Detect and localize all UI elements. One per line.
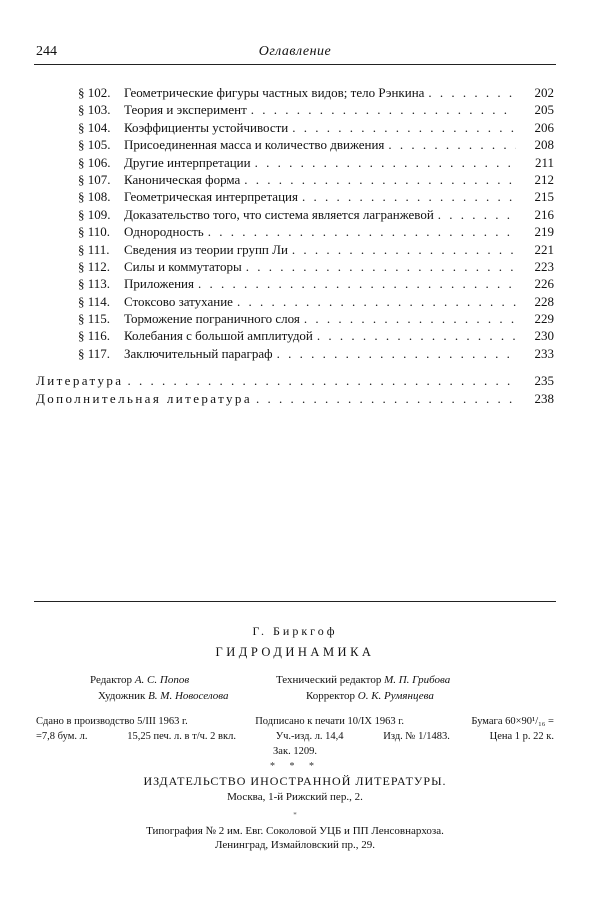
- printed-sheets: 15,25 печ. л. в т/ч. 2 вкл.: [127, 731, 236, 742]
- colophon: [36, 624, 554, 851]
- toc-page-number: 221: [534, 241, 554, 257]
- toc-entry-title: Другие интерпретации: [124, 154, 251, 170]
- toc-entry-title: Силы и коммутаторы: [124, 258, 242, 274]
- toc-section-number: § 111.: [78, 241, 110, 257]
- toc-entry-title: Геометрические фигуры частных видов; тело Рэнкина: [124, 85, 425, 100]
- editor-credit: [90, 674, 189, 686]
- page-number: 244: [36, 44, 57, 59]
- header-rule: [34, 64, 556, 65]
- leader-dots: [384, 136, 516, 153]
- toc-entry[interactable]: [36, 119, 554, 136]
- toc-page-number: 219: [534, 224, 554, 240]
- toc-spacer: [36, 362, 554, 372]
- toc-page-number: 202: [534, 85, 554, 100]
- toc-entry[interactable]: [36, 136, 554, 153]
- leader-dots: [240, 171, 516, 188]
- leader-dots: [434, 206, 516, 223]
- paper-sheets: =7,8 бум. л.: [36, 731, 88, 742]
- toc-page-number: 206: [534, 119, 554, 135]
- editors-block: [36, 674, 554, 706]
- toc-section-number: § 107.: [78, 171, 111, 187]
- running-title: Оглавление: [258, 44, 332, 59]
- toc-entry[interactable]: [36, 310, 554, 327]
- toc-entry[interactable]: [36, 206, 554, 223]
- leader-dots: [313, 327, 516, 344]
- tech-editor-name: М. П. Грибова: [384, 674, 451, 686]
- separator-stars: * * *: [270, 761, 320, 772]
- leader-dots: [242, 258, 516, 275]
- toc-page-number: 212: [534, 171, 554, 187]
- toc-entry[interactable]: [36, 223, 554, 240]
- toc-entry-literature[interactable]: [36, 372, 554, 389]
- toc-entry-additional-literature[interactable]: [36, 390, 554, 407]
- edition-number: Изд. № 1/1483.: [383, 731, 450, 742]
- toc-entry-title: Однородность: [124, 224, 204, 240]
- editor-label: Редактор: [90, 674, 133, 686]
- author-name: Г. Биркгоф: [252, 624, 338, 638]
- toc-entry[interactable]: [36, 171, 554, 188]
- toc-section-number: § 113.: [78, 276, 111, 292]
- toc-entry[interactable]: [36, 258, 554, 275]
- toc-section-number: § 106.: [78, 154, 111, 170]
- toc-entry-title: Сведения из теории групп Ли: [124, 241, 288, 257]
- toc-entry-title: Приложения: [124, 276, 194, 292]
- toc-page-number: 205: [534, 102, 554, 118]
- toc-entry[interactable]: [36, 84, 554, 101]
- leader-dots: [273, 345, 516, 362]
- toc-entry[interactable]: [36, 188, 554, 205]
- toc-page-number: 230: [534, 328, 554, 344]
- toc-entry-title: Заключительный параграф: [124, 345, 273, 361]
- leader-dots: [424, 84, 516, 101]
- toc-entry-title: Геометрическая интерпретация: [124, 189, 298, 205]
- publisher-sheets: Уч.-изд. л. 14,4: [275, 731, 344, 742]
- tech-editor-label: Технический редактор: [276, 674, 382, 686]
- leader-dots: [298, 188, 516, 205]
- toc-page-number: 226: [534, 276, 554, 292]
- toc-section-number: § 114.: [78, 293, 111, 309]
- colophon-rule: [34, 601, 556, 602]
- leader-dots: [288, 119, 516, 136]
- leader-dots: [288, 241, 516, 258]
- leader-dots: [233, 293, 516, 310]
- toc-section-number: § 116.: [78, 328, 111, 344]
- toc-entry-title: Дополнительная литература: [36, 390, 252, 406]
- corrector-name: О. К. Румянцева: [357, 690, 434, 702]
- corrector-label: Корректор: [306, 690, 356, 702]
- artist-label: Художник: [98, 690, 146, 702]
- order-number: Зак. 1209.: [273, 746, 317, 757]
- toc-entry-title: Каноническая форма: [124, 171, 241, 187]
- toc-entry-title: Коэффициенты устойчивости: [124, 119, 289, 135]
- toc-entry-title: Стоксово затухание: [124, 293, 233, 309]
- toc-entry[interactable]: [36, 327, 554, 344]
- price: Цена 1 р. 22 к.: [489, 731, 554, 742]
- toc-page-number: 215: [534, 189, 554, 205]
- book-title: ГИДРОДИНАМИКА: [215, 645, 375, 659]
- toc-page-number: 233: [534, 345, 554, 361]
- printer-address: Ленинград, Измайловский пр., 29.: [215, 839, 375, 851]
- leader-dots: [300, 310, 516, 327]
- toc-entry-title: Присоединенная масса и количество движения: [124, 137, 385, 153]
- printer-info: Типография № 2 им. Евг. Соколовой УЦБ и ПП Ленсовнархоза.: [146, 825, 444, 837]
- toc-page-number: 229: [534, 311, 554, 327]
- toc-entry[interactable]: [36, 241, 554, 258]
- toc-page-number: 223: [534, 258, 554, 274]
- toc-entry-title: Колебания с большой амплитудой: [124, 328, 313, 344]
- publication-info: [36, 714, 554, 759]
- toc-page-number: 208: [534, 137, 554, 153]
- corrector-credit: [306, 690, 434, 702]
- toc-section-number: § 115.: [78, 311, 111, 327]
- leader-dots: [194, 275, 516, 292]
- toc-entry[interactable]: [36, 275, 554, 292]
- toc-entry[interactable]: [36, 345, 554, 362]
- publisher-name: ИЗДАТЕЛЬСТВО ИНОСТРАННОЙ ЛИТЕРАТУРЫ.: [143, 774, 447, 788]
- table-of-contents: [36, 84, 554, 407]
- toc-page-number: 228: [534, 293, 554, 309]
- toc-entry-title: Торможение пограничного слоя: [124, 311, 300, 327]
- toc-section-number: § 112.: [78, 258, 111, 274]
- leader-dots: [123, 372, 516, 389]
- toc-section-number: § 103.: [78, 102, 111, 118]
- toc-entry[interactable]: [36, 293, 554, 310]
- publisher-address: Москва, 1-й Рижский пер., 2.: [227, 791, 363, 803]
- toc-section-number: § 117.: [78, 345, 111, 361]
- toc-page-number: 216: [534, 206, 554, 222]
- toc-section-number: § 102.: [78, 85, 111, 100]
- toc-page-number: 235: [534, 373, 554, 389]
- editor-name: А. С. Попов: [134, 674, 190, 686]
- artist-name: В. М. Новоселова: [148, 690, 229, 702]
- artist-credit: [98, 690, 229, 702]
- toc-entry[interactable]: [36, 154, 554, 171]
- toc-section-number: § 108.: [78, 189, 111, 205]
- toc-page-number: 211: [534, 154, 554, 170]
- tech-editor-credit: [276, 674, 450, 686]
- toc-section-number: § 105.: [78, 137, 111, 153]
- paper-format: Бумага 60×90¹/₁₆ =: [471, 716, 554, 727]
- production-date: Сдано в производство 5/III 1963 г.: [36, 716, 188, 727]
- toc-page-number: 238: [534, 390, 554, 406]
- leader-dots: [247, 101, 516, 118]
- leader-dots: [252, 390, 516, 407]
- print-signed-date: Подписано к печати 10/IX 1963 г.: [255, 716, 405, 727]
- leader-dots: [251, 154, 516, 171]
- toc-entry-title: Теория и эксперимент: [124, 102, 247, 118]
- leader-dots: [204, 223, 516, 240]
- toc-entry-title: Литература: [36, 373, 124, 389]
- toc-entry-title: Доказательство того, что система является лагранжевой: [124, 206, 434, 222]
- toc-entry[interactable]: [36, 101, 554, 118]
- toc-section-number: § 110.: [78, 224, 111, 240]
- toc-section-number: § 109.: [78, 206, 111, 222]
- toc-section-number: § 104.: [78, 119, 111, 135]
- page-header: [36, 44, 554, 62]
- separator-star: *: [293, 811, 297, 819]
